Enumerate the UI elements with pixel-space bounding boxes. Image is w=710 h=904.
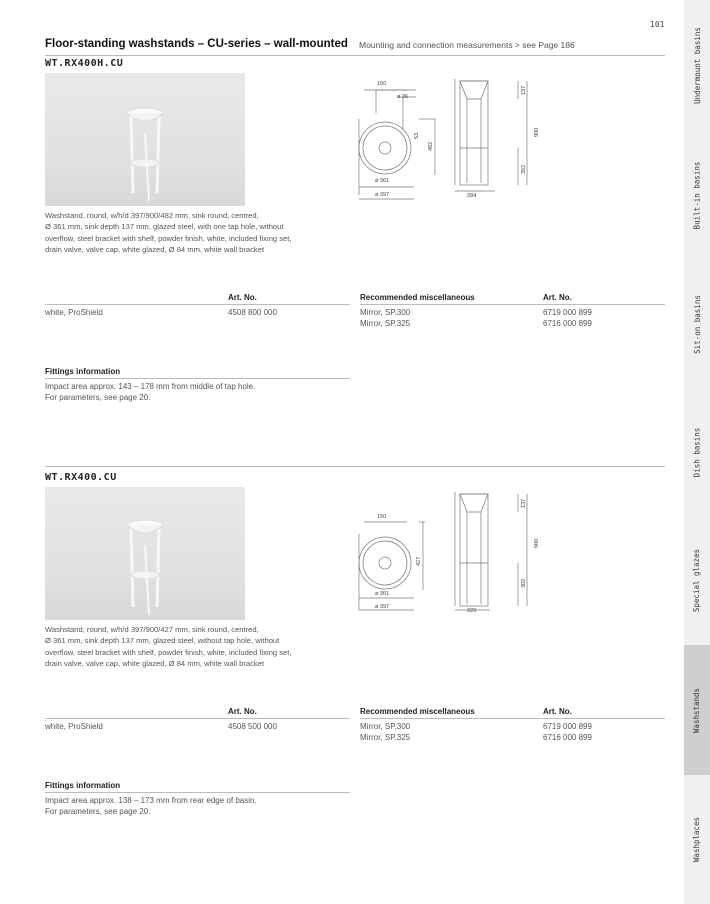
product-description bbox=[45, 624, 355, 670]
table-divider bbox=[45, 718, 350, 719]
dimension-label: ø 361 bbox=[375, 178, 390, 184]
sidebar-item-label: Sit-on basins bbox=[692, 294, 702, 354]
misc-header: Recommended miscellaneous bbox=[360, 707, 475, 716]
misc-item-art-no: 6716 000 899 bbox=[543, 733, 592, 742]
sidebar-item-built-in-basins[interactable] bbox=[684, 130, 710, 260]
dimension-label: ø 397 bbox=[375, 604, 390, 610]
sidebar-item-label: Special glazes bbox=[692, 548, 702, 613]
dimension-label: 150 bbox=[377, 514, 387, 520]
art-no-header: Art. No. bbox=[228, 293, 257, 302]
misc-item-name: Mirror, SP.325 bbox=[360, 319, 411, 328]
sidebar-item-washstands[interactable] bbox=[684, 645, 710, 775]
misc-art-no-header: Art. No. bbox=[543, 293, 572, 302]
product-code: WT.RX400H.CU bbox=[45, 58, 124, 69]
art-no-value: 4508 800 000 bbox=[228, 308, 277, 317]
dimension-label: 900 bbox=[534, 538, 540, 548]
description-line: Washstand, round, w/h/d 397/900/482 mm, sink round, centred, bbox=[45, 211, 259, 220]
page-number: 101 bbox=[650, 20, 665, 29]
sidebar-item-dish-basins[interactable] bbox=[684, 388, 710, 516]
dimension-label: 482 bbox=[428, 141, 434, 151]
dimension-label: 284 bbox=[467, 193, 477, 199]
misc-art-no-header: Art. No. bbox=[543, 707, 572, 716]
dimension-label: 427 bbox=[416, 556, 422, 566]
technical-drawing bbox=[355, 490, 555, 620]
description-line: overflow, steel bracket with shelf, powder finish, white, included fixing set, bbox=[45, 233, 292, 243]
product-photo bbox=[45, 487, 245, 620]
product-code: WT.RX400.CU bbox=[45, 472, 117, 483]
fittings-title: Fittings information bbox=[45, 367, 121, 376]
dimension-label: 900 bbox=[534, 127, 540, 137]
description-line: overflow, steel bracket with shelf, powder finish, white, included fixing set, bbox=[45, 647, 292, 657]
header-divider bbox=[45, 55, 665, 56]
table-divider bbox=[360, 718, 665, 719]
category-sidebar bbox=[684, 0, 710, 904]
description-line: Ø 361 mm, sink depth 137 mm, glazed steel, without tap hole, without bbox=[45, 636, 280, 646]
table-divider bbox=[45, 304, 350, 305]
misc-item-art-no: 6719 000 899 bbox=[543, 722, 592, 731]
description-line: drain valve, valve cap, white glazed, Ø 84 mm, white wall bracket bbox=[45, 659, 265, 669]
sidebar-item-special-glazes[interactable] bbox=[684, 516, 710, 645]
art-no-value: 4508 500 000 bbox=[228, 722, 277, 731]
misc-item-art-no: 6719 000 899 bbox=[543, 308, 592, 317]
sidebar-item-label: Dish basins bbox=[692, 427, 702, 477]
product-photo bbox=[45, 73, 245, 206]
dimension-label: 150 bbox=[377, 81, 387, 87]
finish-value: white, ProShield bbox=[45, 722, 103, 731]
sidebar-item-sit-on-basins[interactable] bbox=[684, 260, 710, 388]
fittings-divider bbox=[45, 378, 350, 379]
description-line: Washstand, round, w/h/d 397/900/427 mm, sink round, centred, bbox=[45, 625, 259, 634]
fittings-line: Impact area approx. 143 – 178 mm from middle of tap hole. bbox=[45, 382, 256, 391]
dimension-label: 137 bbox=[521, 85, 527, 95]
dimension-label: ø 36 bbox=[397, 94, 409, 100]
product-description bbox=[45, 210, 355, 256]
fittings-divider bbox=[45, 792, 350, 793]
table-divider bbox=[360, 304, 665, 305]
art-no-header: Art. No. bbox=[228, 707, 257, 716]
fittings-line: Impact area approx. 138 – 173 mm from rear edge of basin. bbox=[45, 796, 257, 805]
sidebar-item-undermount-basins[interactable] bbox=[684, 0, 710, 130]
page-title: Floor-standing washstands – CU-series – wall-mounted bbox=[45, 38, 348, 50]
misc-item-name: Mirror, SP.325 bbox=[360, 733, 411, 742]
fittings-title: Fittings information bbox=[45, 781, 121, 790]
misc-header: Recommended miscellaneous bbox=[360, 293, 475, 302]
description-line: Ø 361 mm, sink depth 137 mm, glazed steel, with one tap hole, without bbox=[45, 222, 284, 232]
sidebar-item-label: Undermount basins bbox=[692, 26, 702, 104]
misc-item-art-no: 6716 000 899 bbox=[543, 319, 592, 328]
finish-value: white, ProShield bbox=[45, 308, 103, 317]
dimension-label: ø 397 bbox=[375, 192, 390, 198]
misc-item-name: Mirror, SP.300 bbox=[360, 308, 411, 317]
sidebar-item-label: Washstands bbox=[692, 687, 702, 733]
sidebar-item-label: Built-in basins bbox=[692, 161, 702, 229]
dimension-label: 302 bbox=[521, 578, 527, 588]
fittings-line: For parameters, see page 20. bbox=[45, 393, 151, 402]
sidebar-item-washplaces[interactable] bbox=[684, 775, 710, 904]
technical-drawing bbox=[355, 75, 555, 205]
misc-item-name: Mirror, SP.300 bbox=[360, 722, 411, 731]
page-subtitle: Mounting and connection measurements > see Page 186 bbox=[359, 40, 575, 50]
description-line: drain valve, valve cap, white glazed, Ø 84 mm, white wall bracket bbox=[45, 245, 265, 255]
washstand-illustration bbox=[45, 73, 245, 206]
dimension-label: 352 bbox=[521, 164, 527, 174]
dimension-label: 229 bbox=[467, 608, 477, 614]
section-divider bbox=[45, 466, 665, 467]
dimension-label: 137 bbox=[521, 498, 527, 508]
dimension-label: 53 bbox=[414, 132, 420, 139]
sidebar-item-label: Washplaces bbox=[692, 816, 702, 863]
washstand-illustration bbox=[45, 487, 245, 620]
fittings-line: For parameters, see page 20. bbox=[45, 807, 151, 816]
dimension-label: ø 361 bbox=[375, 591, 390, 597]
